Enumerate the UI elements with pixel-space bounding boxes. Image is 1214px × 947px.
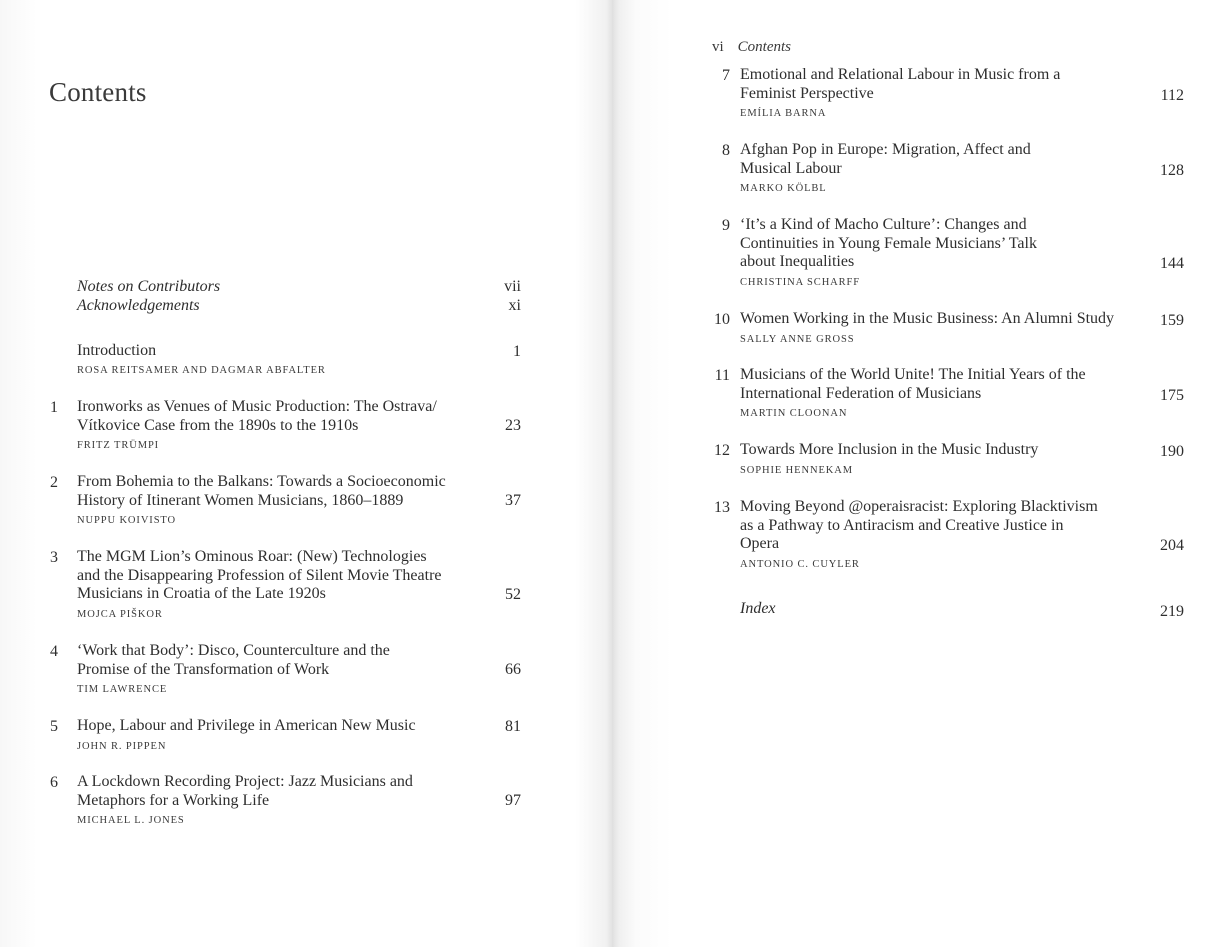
toc-entry-title: From Bohemia to the Balkans: Towards a Socioeconomic History of Itinerant Women Musicians, 1860–1889 <box>77 473 446 509</box>
toc-entry-page: 66 <box>505 661 521 678</box>
toc-entry-page: 128 <box>1160 162 1184 179</box>
toc-entry-title: Emotional and Relational Labour in Music from a Feminist Perspective <box>740 66 1061 102</box>
toc-entry-number: 2 <box>50 474 58 491</box>
toc-entry-number: 9 <box>722 217 730 234</box>
running-head-page-number: vi <box>712 39 724 55</box>
toc-entry-title: Ironworks as Venues of Music Production: The Ostrava/ Vítkovice Case from the 1890s to the 1910s <box>77 398 437 434</box>
toc-entry-title: ‘It’s a Kind of Macho Culture’: Changes and Continuities in Young Female Musicians’ Talk about Inequalities <box>740 216 1037 271</box>
toc-entry-page: 97 <box>505 792 521 809</box>
toc-entry-title: Women Working in the Music Business: An Alumni Study <box>740 310 1115 327</box>
toc-entry-11[interactable] <box>612 366 1214 424</box>
toc-entry-4[interactable] <box>0 642 612 700</box>
toc-index-title: Index <box>740 600 776 617</box>
toc-entry-number: 8 <box>722 142 730 159</box>
toc-entry-author: SOPHIE HENNEKAM <box>740 464 853 476</box>
toc-entry-number: 11 <box>714 367 730 384</box>
toc-entry-author: FRITZ TRÜMPI <box>77 440 160 452</box>
toc-entry-page: 1 <box>513 343 521 360</box>
toc-entry-page: 37 <box>505 492 521 509</box>
toc-front-title: Acknowledgements <box>77 297 200 314</box>
toc-entry-3[interactable] <box>0 548 612 624</box>
toc-entry-9[interactable] <box>612 216 1214 292</box>
toc-entry-title: The MGM Lion’s Ominous Roar: (New) Technologies and the Disappearing Profession of Silent Movie Theatre Musicians in Croatia of the Late 1920s <box>77 548 442 603</box>
toc-entry-number: 5 <box>50 718 58 735</box>
toc-entry-number: 4 <box>50 643 58 660</box>
toc-entry-title: Hope, Labour and Privilege in American New Music <box>77 717 416 734</box>
toc-index-page: 219 <box>1160 603 1184 620</box>
toc-entry-page: 204 <box>1160 537 1184 554</box>
toc-entry-number: 10 <box>714 311 730 328</box>
toc-entry-10[interactable] <box>612 310 1214 350</box>
toc-entry-number: 3 <box>50 549 58 566</box>
toc-entry-number: 6 <box>50 774 58 791</box>
contents-heading: Contents <box>49 77 147 107</box>
toc-entry-author: ROSA REITSAMER AND DAGMAR ABFALTER <box>77 364 326 376</box>
toc-entry-13[interactable] <box>612 498 1214 574</box>
toc-entry-page: 52 <box>505 586 521 603</box>
toc-entry-5[interactable] <box>0 717 612 757</box>
toc-entry-introduction[interactable] <box>0 342 612 382</box>
toc-entry-author: MOJCA PIŠKOR <box>77 608 163 620</box>
toc-entry-author: CHRISTINA SCHARFF <box>740 276 861 288</box>
toc-entry-1[interactable] <box>0 398 612 456</box>
toc-entry-6[interactable] <box>0 773 612 831</box>
toc-entry-title: Musicians of the World Unite! The Initial Years of the International Federation of Musicians <box>740 366 1086 402</box>
toc-entry-page: 81 <box>505 718 521 735</box>
running-head <box>712 38 791 56</box>
toc-entry-7[interactable] <box>612 66 1214 124</box>
toc-entry-author: MARKO KÖLBL <box>740 183 827 195</box>
toc-entry-page: 23 <box>505 417 521 434</box>
toc-entry-title: Afghan Pop in Europe: Migration, Affect and Musical Labour <box>740 141 1031 177</box>
toc-entry-page: 190 <box>1160 443 1184 460</box>
toc-entry-author: EMÍLIA BARNA <box>740 108 827 120</box>
toc-front-title: Notes on Contributors <box>77 278 221 295</box>
toc-entry-page: 112 <box>1160 87 1184 104</box>
toc-front-page: vii <box>504 278 521 295</box>
toc-entry-author: MICHAEL L. JONES <box>77 815 185 827</box>
toc-entry-title: A Lockdown Recording Project: Jazz Musicians and Metaphors for a Working Life <box>77 773 413 809</box>
toc-entry-author: TIM LAWRENCE <box>77 684 168 696</box>
toc-entry-author: JOHN R. PIPPEN <box>77 740 167 752</box>
toc-entry-title: Towards More Inclusion in the Music Industry <box>740 441 1039 458</box>
toc-entry-12[interactable] <box>612 441 1214 481</box>
toc-entry-number: 13 <box>714 499 730 516</box>
toc-entry-number: 1 <box>50 399 58 416</box>
toc-entry-page: 159 <box>1160 312 1184 329</box>
toc-entry-2[interactable] <box>0 473 612 531</box>
toc-entry-title: Introduction <box>77 342 157 359</box>
toc-entry-page: 144 <box>1160 255 1184 272</box>
running-head-label: Contents <box>737 39 792 55</box>
toc-entry-author: ANTONIO C. CUYLER <box>740 558 860 570</box>
toc-entry-author: MARTIN CLOONAN <box>740 408 848 420</box>
toc-entry-author: NUPPU KOIVISTO <box>77 515 177 527</box>
toc-entry-8[interactable] <box>612 141 1214 199</box>
toc-entry-page: 175 <box>1160 387 1184 404</box>
toc-entry-number: 7 <box>722 67 730 84</box>
toc-entry-author: SALLY ANNE GROSS <box>740 333 855 345</box>
toc-entry-index[interactable] <box>612 600 1214 622</box>
toc-entry-title: Moving Beyond @operaisracist: Exploring Blacktivism as a Pathway to Antiracism and Creative Justice in Opera <box>740 498 1098 553</box>
toc-entry-number: 12 <box>714 442 730 459</box>
toc-entry-title: ‘Work that Body’: Disco, Counterculture and the Promise of the Transformation of Work <box>77 642 390 678</box>
toc-front-page: xi <box>508 297 521 314</box>
